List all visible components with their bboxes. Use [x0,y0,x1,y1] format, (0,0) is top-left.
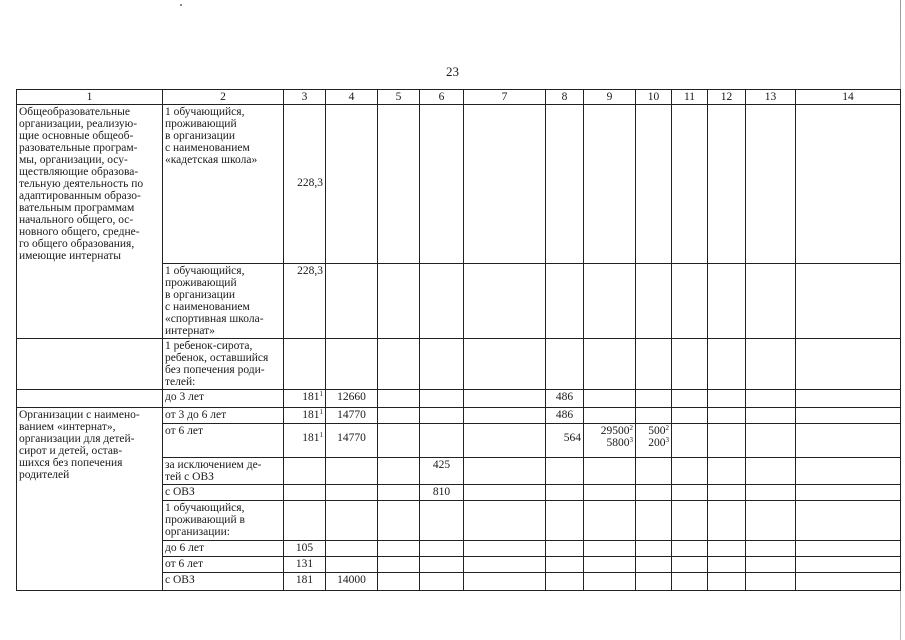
row-label: от 6 лет [163,557,284,573]
col-header: 8 [546,90,584,105]
value-cell: 181 [284,573,326,591]
value-cell: 486 [546,408,584,424]
group-label: Общеобразовательные организации, реализую- щие основные общеоб- разовательные програм- мы, организации, осу- ществляющие образова- тельную деятельность по адаптированным образо- вательным программам начального общего, ос- новного общего, средне- го общего образования, имеющие интернаты [17,105,163,339]
col-header: 4 [326,90,378,105]
empty-cell [17,339,163,390]
col-header: 12 [708,90,746,105]
table-row [17,390,901,408]
row-label: 1 ребенок-сирота, ребенок, оставшийся без попечения роди- телей: [163,339,284,390]
table-row [17,408,901,424]
value-cell: 564 [546,424,584,458]
row-label: с ОВЗ [163,485,284,501]
value-cell: $181^1$ [284,390,326,408]
value-cell: 131 [284,557,326,573]
value-cell: 228,3 [284,264,326,339]
value-cell: 486 [546,390,584,408]
value-cell: 105 [284,541,326,557]
row-label: за исключением де- тей с ОВЗ [163,458,284,485]
value-cell: 12660 [326,390,378,408]
table-row [17,105,901,264]
col-header: 11 [672,90,708,105]
row-label: от 6 лет [163,424,284,458]
row-label: от 3 до 6 лет [163,408,284,424]
empty-cell [17,390,163,408]
col-header: 1 [17,90,163,105]
row-label: 1 обучающийся, проживающий в организации с наименованием «спортивная школа- интернат» [163,264,284,339]
value-cell: 14770 [326,424,378,458]
row-label: до 3 лет [163,390,284,408]
col-header: 14 [796,90,901,105]
col-header: 3 [284,90,326,105]
group-label: Организации с наимено- ванием «интернат», организации для детей- сирот и детей, остав- шихся без попечения родителей [17,408,163,591]
value-cell: $181^1$ [284,408,326,424]
value-cell: 14770 [326,408,378,424]
value-cell: $500^2$ $200^3$ [636,424,672,458]
row-label: с ОВЗ [163,573,284,591]
row-label: 1 обучающийся, проживающий в организации: [163,501,284,541]
row-label: 1 обучающийся, проживающий в организации с наименованием «кадетская школа» [163,105,284,264]
row-label: до 6 лет [163,541,284,557]
scan-speck [180,4,182,6]
value-cell: 425 [420,458,464,485]
col-header: 6 [420,90,464,105]
value-cell: 810 [420,485,464,501]
col-header: 7 [464,90,546,105]
col-header: 13 [746,90,796,105]
page-number: 23 [446,64,459,79]
col-header: 10 [636,90,672,105]
col-header: 2 [163,90,284,105]
value-cell: 14000 [326,573,378,591]
table-row [17,339,901,390]
allowance-table [16,89,901,591]
value-cell: $181^1$ [284,424,326,458]
header-row [17,90,901,105]
col-header: 5 [378,90,420,105]
value-cell: 228,3 [284,105,326,264]
value-cell: 29500$^2$ 5800$^3$ [584,424,636,458]
col-header: 9 [584,90,636,105]
